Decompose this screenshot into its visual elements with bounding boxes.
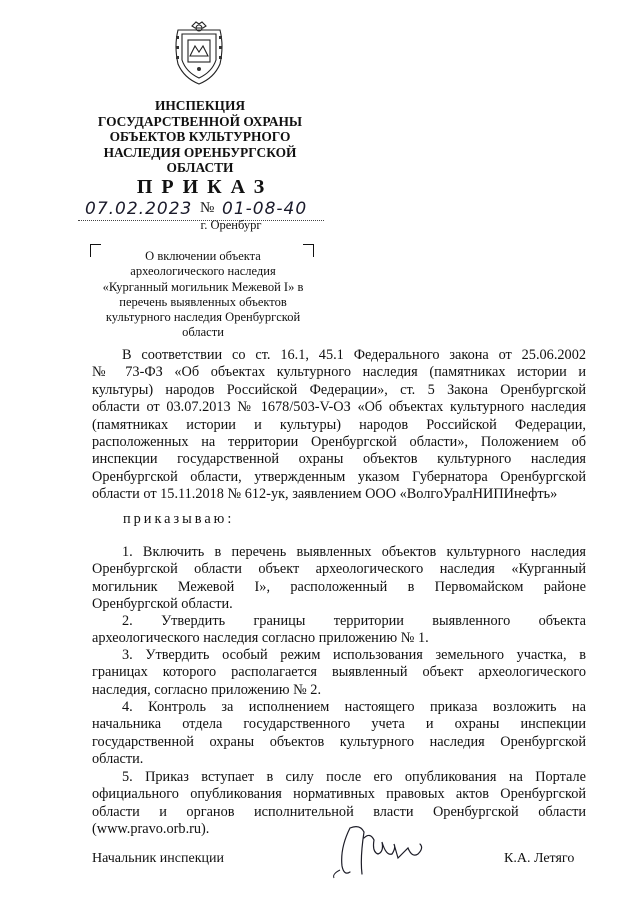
item-line: области. — [92, 751, 144, 768]
preamble-line: расположенных на территории Оренбургской области», Положением об — [92, 434, 586, 451]
preamble-line: № 73-ФЗ «Об объектах культурного наследия (памятниках истории и — [92, 364, 586, 381]
item-line: 3. Утвердить особый режим использования земельного участка, в — [122, 647, 586, 663]
preamble-line: Оренбургской области, утвержденным указом Губернатора Оренбургской — [92, 468, 586, 485]
signatory-name: К.А. Летяго — [504, 851, 575, 866]
item-line: границах которого располагается выявленный объект археологического — [92, 664, 586, 681]
organization-line: ОБЛАСТИ — [166, 160, 234, 176]
item-line: археологического наследия согласно приложению № 1. — [92, 630, 429, 647]
preamble-paragraph — [92, 347, 586, 504]
subject-line: О включении объекта — [145, 249, 261, 263]
item-line: области и органов исполнительной власти Оренбургской области — [92, 803, 586, 820]
preamble-line: области от 15.11.2018 № 612-ук, заявлением ООО «ВолгоУралНИПИнефть» — [92, 486, 558, 503]
order-number: 01-08-40 — [222, 199, 308, 219]
subject-line: «Курганный могильник Межевой I» в — [102, 279, 304, 294]
order-item-4 — [92, 699, 586, 769]
organization-line: ГОСУДАРСТВЕННОЙ ОХРАНЫ — [97, 113, 303, 129]
subject-line: области — [182, 325, 224, 340]
item-line: могильник Межевой I», расположенный в Первомайском районе — [92, 578, 586, 595]
preamble-line: области от 03.07.2013 № 1678/503-V-ОЗ «Об объектах культурного наследия — [92, 399, 586, 416]
order-item-2 — [92, 613, 586, 648]
item-line: 4. Контроль за исполнением настоящего приказа возложить на — [122, 699, 586, 715]
organization-line: ОБЪЕКТОВ КУЛЬТУРНОГО — [109, 129, 291, 145]
number-label: № — [200, 200, 215, 216]
item-line: начальника отдела государственного учета и охраны инспекции — [92, 716, 586, 733]
subject-line: археологического наследия — [130, 264, 276, 279]
order-word: приказываю: — [123, 511, 235, 527]
item-line: 5. Приказ вступает в силу после его опубликования на Портале — [122, 769, 586, 785]
item-line: Оренбургской области объект археологического наследия «Курганный — [92, 561, 586, 578]
preamble-line: инспекции государственной охраны объектов культурного наследия — [92, 451, 586, 468]
order-subject — [92, 249, 314, 341]
item-line: (www.pravo.orb.ru). — [92, 821, 210, 838]
item-line: 1. Включить в перечень выявленных объектов культурного наследия — [122, 544, 586, 560]
order-item-3 — [92, 647, 586, 699]
item-line: официального опубликования нормативных правовых актов Оренбургской — [92, 786, 586, 803]
organization-line: НАСЛЕДИЯ ОРЕНБУРГСКОЙ — [103, 144, 297, 160]
subject-line: перечень выявленных объектов — [119, 294, 287, 309]
document-type: ПРИКАЗ — [136, 176, 274, 198]
city: г. Оренбург — [200, 218, 262, 232]
preamble-line: культуры) народов Российской Федерации», ст. 5 Закона Оренбургской — [92, 381, 586, 398]
preamble-line: В соответствии со ст. 16.1, 45.1 Федерального закона от 25.06.2002 — [122, 347, 586, 363]
subject-line: культурного наследия Оренбургской — [105, 310, 301, 325]
coat-of-arms-icon — [170, 16, 228, 86]
item-line: 2. Утвердить границы территории выявленного объекта — [122, 613, 586, 629]
order-item-1 — [92, 544, 586, 614]
organization-line: ИНСПЕКЦИЯ — [154, 98, 246, 113]
item-line: Оренбургской области. — [92, 596, 233, 613]
organization-name — [72, 98, 328, 176]
handwritten-signature — [320, 818, 430, 880]
item-line: наследия, согласно приложению № 2. — [92, 681, 322, 698]
order-date: 07.02.2023 — [85, 199, 193, 219]
item-line: государственной охраны объектов культурного наследия Оренбургской — [92, 733, 586, 750]
signatory-position: Начальник инспекции — [92, 851, 224, 866]
preamble-line: (памятниках истории и культуры) народов Российской Федерации, — [92, 416, 586, 433]
